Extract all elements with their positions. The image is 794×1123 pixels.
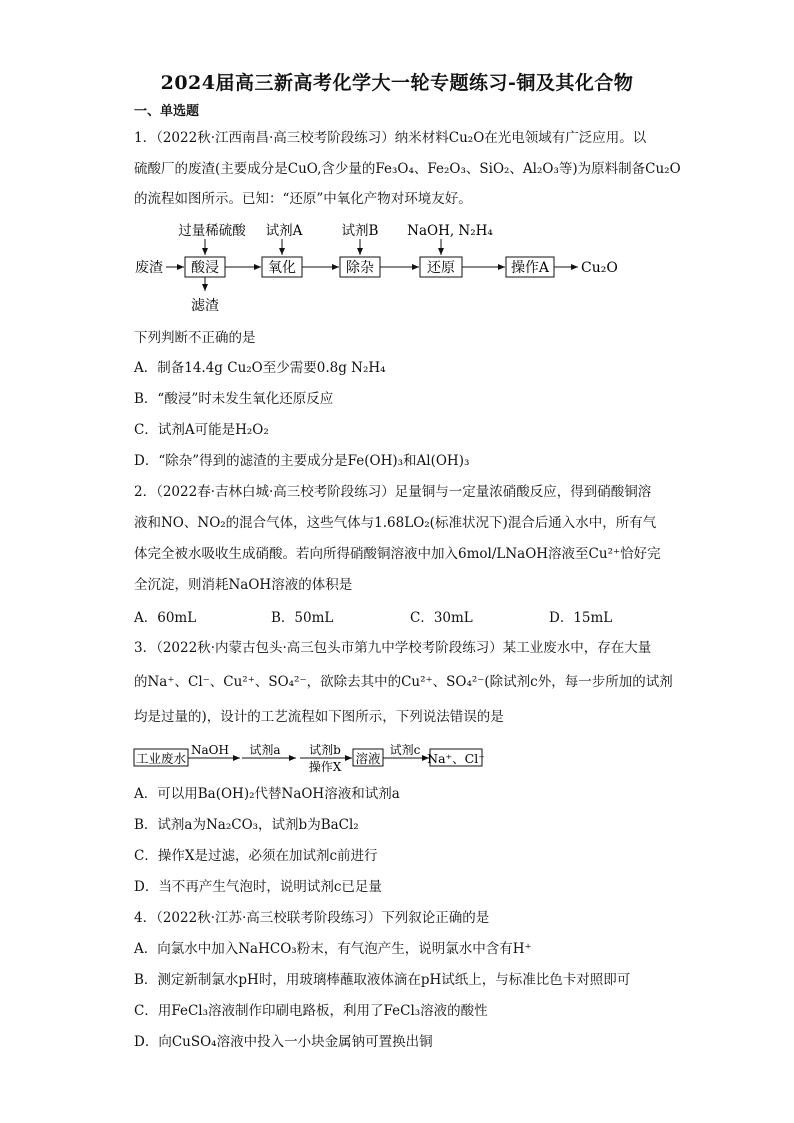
q3-flow-label-3: 试剂b	[309, 743, 341, 757]
q3-flow-diagram	[0, 738, 794, 788]
q1-line-3: 的流程如图所示。已知：“还原”中氧化产物对环境友好。	[134, 191, 472, 207]
q1-option-d: D．“除杂”得到的滤渣的主要成分是Fe(OH)₃和Al(OH)₃	[134, 453, 470, 469]
q3-flow-label-1: NaOH	[191, 743, 229, 757]
q2-line-2: 液和NO、NO₂的混合气体，这些气体与1.68LO₂(标准状况下)混合后通入水中，所有气	[134, 515, 657, 531]
q1-flow-top-4: NaOH, N₂H₄	[407, 223, 493, 239]
q3-flow-label-3b: 操作X	[308, 760, 342, 774]
q2-option-a: A．60mL	[134, 610, 197, 626]
q3-flow-label-2: 试剂a	[249, 743, 281, 757]
q1-flow-top-1: 过量稀硫酸	[178, 223, 246, 239]
q1-option-a: A．制备14.4g Cu₂O至少需要0.8g N₂H₄	[134, 360, 386, 376]
q1-flow-diagram	[0, 218, 794, 318]
q3-option-c: C．操作X是过滤，必须在加试剂c前进行	[134, 848, 378, 864]
q1-option-c: C．试剂A可能是H₂O₂	[134, 422, 269, 438]
q1-flow-box-3-label: 除杂	[346, 260, 374, 276]
q4-option-b: B．测定新制氯水pH时，用玻璃棒蘸取液体滴在pH试纸上，与标准比色卡对照即可	[134, 972, 631, 988]
q2-option-c: C．30mL	[410, 610, 473, 626]
q3-option-a: A．可以用Ba(OH)₂代替NaOH溶液和试剂a	[134, 786, 400, 802]
q1-stem: 下列判断不正确的是	[134, 330, 256, 346]
q1-flow-box-5-label: 操作A	[510, 260, 550, 276]
q4-option-c: C．用FeCl₃溶液制作印刷电路板，利用了FeCl₃溶液的酸性	[134, 1003, 488, 1019]
q1-line-1: 1．（2022秋·江西南昌·高三校考阶段练习）纳米材料Cu₂O在光电领域有广泛应用。以	[134, 130, 647, 146]
q3-flow-box-2-label: 溶液	[355, 751, 381, 766]
q3-line-1: 3．（2022秋·内蒙古包头·高三包头市第九中学校考阶段练习）某工业废水中，存在大量	[134, 640, 652, 656]
page-title: 2024届高三新高考化学大一轮专题练习-铜及其化合物	[160, 72, 634, 94]
section-heading: 一、单选题	[134, 104, 200, 119]
q3-line-2: 的Na⁺、Cl⁻、Cu²⁺、SO₄²⁻，欲除去其中的Cu²⁺、SO₄²⁻(除试剂c外，每一步所加的试剂	[134, 674, 673, 690]
q2-line-1: 2．（2022春·吉林白城·高三校考阶段练习）足量铜与一定量浓硝酸反应，得到硝酸铜溶	[134, 484, 652, 500]
q1-flow-input: 废渣	[135, 260, 163, 276]
q3-option-b: B．试剂a为Na₂CO₃，试剂b为BaCl₂	[134, 817, 359, 833]
q1-flow-box-4-label: 还原	[427, 260, 455, 276]
q1-flow-box-1-label: 酸浸	[191, 260, 219, 276]
q1-flow-box-2-label: 氧化	[268, 260, 296, 276]
q2-line-3: 体完全被水吸收生成硝酸。若向所得硝酸铜溶液中加入6mol/LNaOH溶液至Cu²⁺恰好完	[134, 546, 661, 562]
q2-line-4: 全沉淀，则消耗NaOH溶液的体积是	[134, 577, 353, 593]
q1-flow-top-3: 试剂B	[341, 223, 379, 239]
q4-line-1: 4．（2022秋·江苏·高三校联考阶段练习）下列叙论正确的是	[134, 910, 490, 926]
q1-line-2: 硫酸厂的废渣(主要成分是CuO,含少量的Fe₃O₄、Fe₂O₃、SiO₂、Al₂O₃等)为原料制备Cu₂O	[134, 161, 681, 177]
q1-flow-output: Cu₂O	[581, 260, 618, 276]
q2-option-d: D．15mL	[549, 610, 613, 626]
q2-options	[134, 606, 664, 626]
q3-line-3: 均是过量的)，设计的工艺流程如下图所示，下列说法错误的是	[134, 709, 504, 725]
q1-option-b: B．“酸浸”时未发生氧化还原反应	[134, 391, 334, 407]
q2-option-b: B．50mL	[271, 610, 334, 626]
q1-flow-bottom: 滤渣	[191, 298, 219, 314]
q3-flow-box-3-label: Na⁺、Cl⁻	[427, 751, 485, 766]
q4-option-a: A．向氯水中加入NaHCO₃粉末，有气泡产生，说明氯水中含有H⁺	[134, 941, 532, 957]
q3-option-d: D．当不再产生气泡时，说明试剂c已足量	[134, 879, 382, 895]
q4-option-d: D．向CuSO₄溶液中投入一小块金属钠可置换出铜	[134, 1034, 433, 1050]
q3-flow-label-4: 试剂c	[389, 743, 421, 757]
q1-flow-top-2: 试剂A	[265, 223, 303, 239]
q3-flow-box-1-label: 工业废水	[135, 751, 187, 766]
